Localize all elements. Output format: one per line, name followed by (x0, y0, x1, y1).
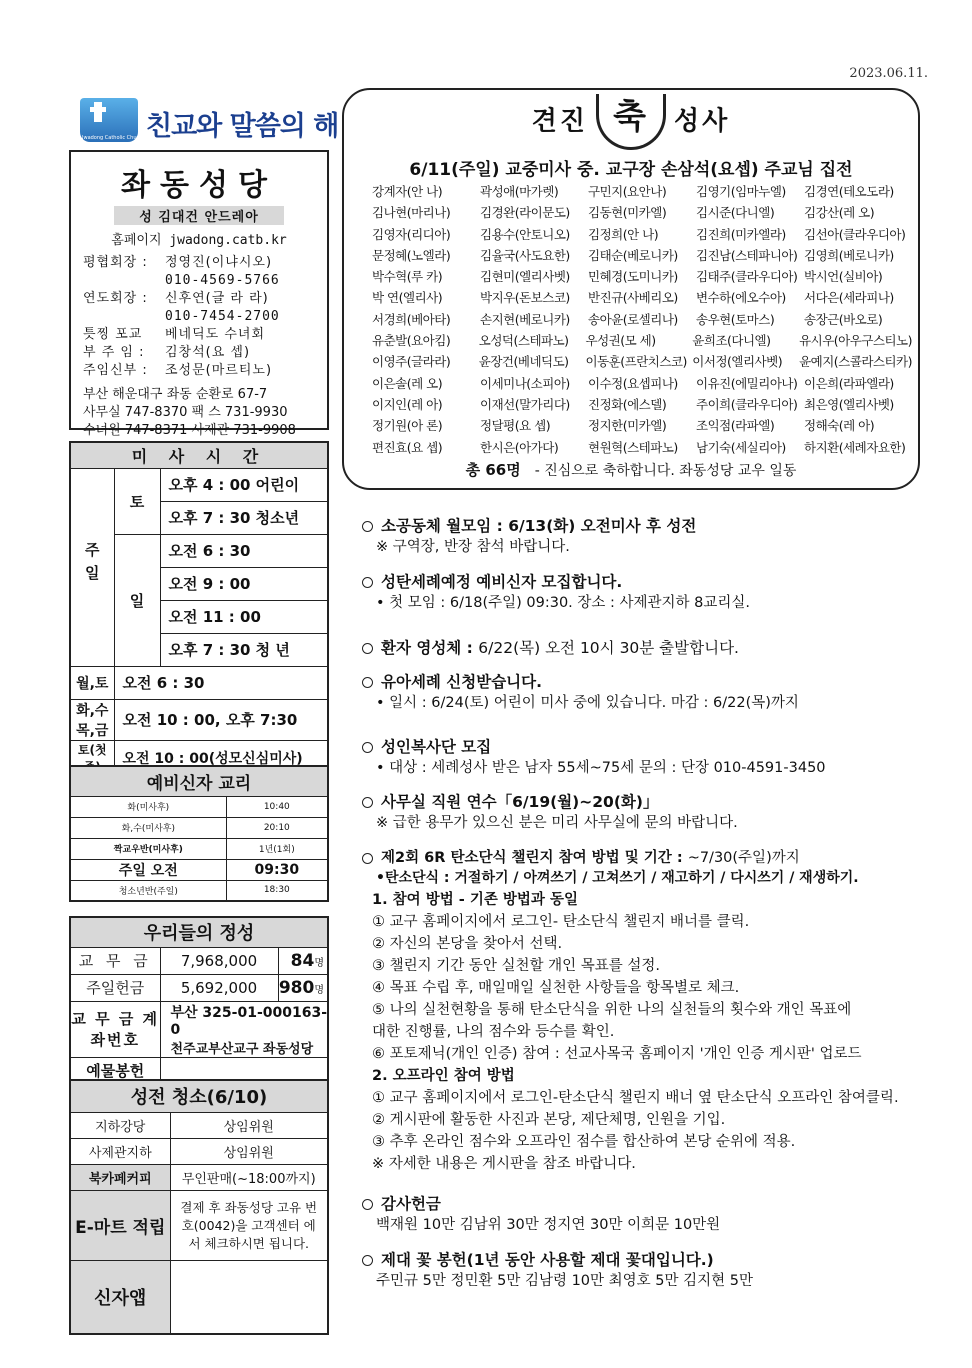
sun-label: 일 (114, 534, 160, 666)
step-item: ③ 챌린지 기간 동안 실천할 개인 목표를 설정. (372, 958, 660, 974)
confirmand-name: 박수혁(루 카) (372, 269, 443, 285)
confirmand-name: 윤희조(다니엘) (692, 333, 771, 349)
confirmand-name: 김태순(베로니카) (588, 247, 678, 263)
circle-bullet-icon (362, 1199, 373, 1210)
names-row (372, 373, 912, 394)
confirmand-name: 김동현(미카엘) (588, 205, 667, 221)
confirmation-names (372, 181, 912, 458)
person-row: 연도회장 : 신후연(글 라 라) (83, 291, 269, 306)
person-row: 부 주 임 : 김창석(요 셉) (83, 345, 251, 360)
confirmand-name: 민혜경(도미니카) (588, 269, 678, 285)
confirmand-name: 하지환(세례자요한) (804, 439, 906, 455)
confirmand-name: 정해숙(레 아) (804, 418, 875, 434)
step-item: ⑥ 포토제닉(개인 인증) 참여 : 선교사목국 홈페이지 '개인 인증 게시판' 업로드 (372, 1046, 862, 1062)
logo (80, 98, 340, 144)
person-row: 주임신부 : 조성문(마르티노) (83, 363, 273, 378)
offering-table (69, 916, 329, 1085)
confirmand-name: 구민지(요안나) (588, 184, 667, 199)
confirmand-name: 유시우(아우구스티노) (799, 333, 912, 349)
flower-label: 예물봉헌 (70, 1057, 160, 1084)
offering-amount: 7,968,000 (160, 947, 278, 974)
confirmand-name: 김진희(미카엘라) (696, 226, 786, 242)
mass-time: 오후 7 : 30 청 년 (160, 633, 328, 666)
step-item: ⑤ 나의 실천현황을 통해 탄소단식을 위한 나의 실천들의 횟수와 개인 목표에 (372, 1002, 852, 1018)
church-logo-icon: Jwadong Catholic Church (80, 98, 138, 142)
cleaning-place: 북카페커피 (70, 1164, 170, 1190)
class-time: 10:40 (226, 796, 328, 817)
homepage: 홈페이지 jwadong.catb.kr (111, 233, 287, 248)
confirmand-name: 윤장건(베네딕도) (478, 354, 569, 370)
names-row (372, 287, 912, 308)
confirmand-name: 조익점(라파엘) (696, 418, 775, 434)
account-info: 부산 325-01-000163-0 천주교부산교구 좌동성당 (160, 1001, 328, 1057)
wreath-icon: 축 (596, 94, 666, 150)
circle-bullet-icon (362, 853, 373, 864)
sat-label: 토 (114, 468, 160, 534)
sunday-label: 주일 (70, 468, 114, 666)
cleaning-team: 상임위원 (170, 1112, 328, 1138)
confirmand-name: 송우현(토마스) (696, 311, 775, 327)
offering-label: 교 무 금 (70, 947, 160, 974)
offering-title: 우리들의 정성 (70, 917, 328, 947)
confirmation-title: 견진 축 성사 (342, 94, 920, 150)
step-item: 대한 진행률, 나의 점수와 등수를 확인. (372, 1024, 615, 1040)
confirmand-name: 김영자(리디아) (372, 226, 451, 242)
patron-saint: 성 김대건 안드레아 (114, 206, 284, 225)
notice-item: 성인복사단 모집 • 대상 : 세례성사 받은 남자 55세~75세 문의 : 단장 010-4591-3450 (362, 735, 922, 779)
names-row (372, 394, 912, 415)
confirmand-name: 박 연(엘리사) (372, 290, 443, 306)
catechumen-title: 예비신자 교리 (70, 766, 328, 796)
names-row (372, 351, 912, 372)
names-row (372, 266, 912, 287)
confirmand-name: 김경완(라이문도) (480, 205, 570, 221)
names-row (372, 415, 912, 436)
weekday-label: 월,토 (70, 666, 114, 699)
confirmand-name: 김용수(안토니오) (480, 226, 570, 242)
confirmand-name: 유춘발(요아킴) (372, 333, 451, 349)
phone: 010-7454-2700 (165, 309, 280, 324)
confirmand-name: 송장근(바오로) (804, 311, 883, 327)
notice-item-carbon: 제2회 6R 탄소단식 챌린지 참여 방법 및 기간 : ~7/30(주일)까지 •탄소단식 : 거절하기 / 아껴쓰기 / 고쳐쓰기 / 재고하기 / 다시쓰기 / 재생하기. 1. 참여 방법 - 기존 방법과 동일 ① 교구 홈페이지에서 로그인- 탄소단식 챌린지 배너를 클릭. ② 자신의 본당을 찾아서 선택. ③ 챌린지 기간 동안 실천할 개인 목표를 설정. ④ 목표 수립 후, 매일매일 실천한 사항들을 항목별로 체크. ⑤ 나의 실천현황을 통해 탄소단식을 위한 나의 실천들의 횟수와 개인 목표에 대한 진행률, 나의 점수와 등수를 확인. ⑥ 포토제닉(개인 인증) 참여 : 선교사목국 홈페이지 '개인 인증 게시판' 업로드 2. 오프라인 참여 방법 ① 교구 홈페이지에서 로그인-탄소단식 챌린지 배너 옆 탄소단식 오프라인 참여클릭. ② 게시판에 활동한 사진과 본당, 제단체명, 인원을 기입. ③ 추후 온라인 점수와 오프라인 점수를 합산하여 본당 순위에 적용. ※ 자세한 내용은 게시판을 참조 바랍니다. (362, 846, 922, 1175)
mass-time: 오전 9 : 00 (160, 567, 328, 600)
circle-bullet-icon (362, 521, 373, 532)
confirmand-name: 한시은(아가다) (480, 439, 559, 455)
confirmand-name: 김진남(스테파니아) (696, 247, 798, 263)
emart-text: 결제 후 좌동성당 고유 번호(0042)을 고객센터 에서 체크하시면 됩니다. (170, 1190, 328, 1260)
weekday-label: 화,수 목,금 (70, 699, 114, 740)
offering-count: 980명 (278, 974, 328, 1001)
parish-name: 좌동성당 (121, 168, 277, 203)
names-row (372, 224, 912, 245)
step-item: ① 교구 홈페이지에서 로그인-탄소단식 챌린지 배너 옆 탄소단식 오프라인 참여클릭. (372, 1090, 899, 1106)
names-row (372, 330, 912, 351)
cleaning-place: 지하강당 (70, 1112, 170, 1138)
mass-time: 오전 6 : 30 (160, 534, 328, 567)
step-item: ③ 추후 온라인 점수와 오프라인 점수를 합산하여 본당 순위에 적용. (372, 1134, 796, 1150)
notice-item: 소공동체 월모임 : 6/13(화) 오전미사 후 성전 ※ 구역장, 반장 참석 바랍니다. (362, 514, 922, 558)
year-theme: 친교와 말씀의 해 (146, 111, 339, 142)
address-block: 부산 해운대구 좌동 순환로 67-7 사무실 747-8370 팩 스 731-9930 수녀원 747-8371 사제관 731-9908 (83, 387, 296, 438)
confirmation-total: 총 66명 - 진심으로 축하합니다. 좌동성당 교우 일동 (465, 461, 797, 479)
mass-time: 오전 11 : 00 (160, 600, 328, 633)
person-row: 틋찡 포교 베네딕도 수녀회 (83, 327, 266, 342)
notice-item: 유아세례 신청받습니다. • 일시 : 6/24(토) 어린이 미사 중에 있습니다. 마감 : 6/22(목)까지 (362, 670, 922, 714)
offering-count: 84명 (278, 947, 328, 974)
weekday-time: 오전 6 : 30 (114, 666, 328, 699)
weekday-time: 오전 10 : 00, 오후 7:30 (114, 699, 328, 740)
circle-bullet-icon (362, 1255, 373, 1266)
confirmand-name: 김정희(안 나) (588, 226, 659, 242)
app-label: 신자앱 (70, 1260, 170, 1334)
confirmation-subtitle: 6/11(주일) 교중미사 중. 교구장 손삼석(요셉) 주교님 집전 (409, 160, 853, 180)
class-time: 20:10 (226, 817, 328, 838)
phone: 010-4569-5766 (165, 273, 280, 288)
catechumen-table (69, 765, 329, 902)
names-row (372, 245, 912, 266)
confirmand-name: 정기원(아 론) (372, 418, 443, 434)
confirmand-name: 반진규(사베리오) (588, 290, 678, 306)
notice-item: 사무실 직원 연수「6/19(월)~20(화)」 ※ 급한 용무가 있으신 분은 미리 사무실에 문의 바랍니다. (362, 790, 922, 834)
notice-item: 감사헌금 백재원 10만 김남위 30만 정지연 30만 이희문 10만원 (362, 1192, 922, 1236)
class-time: 09:30 (226, 859, 328, 880)
step-item: ※ 자세한 내용은 게시판을 참조 바랍니다. (372, 1156, 636, 1172)
confirmand-name: 이유진(에밀리아나) (696, 375, 798, 391)
class-time: 18:30 (226, 880, 328, 901)
confirmand-name: 송아윤(로셀리나) (588, 311, 678, 327)
step-item: ② 자신의 본당을 찾아서 선택. (372, 936, 563, 952)
confirmand-name: 정지한(미카엘) (588, 418, 667, 434)
notice-item: 제대 꽃 봉헌(1년 동안 사용할 제대 꽃대입니다.) 주민규 5만 정민환 5만 김남령 10만 최영호 5만 김지현 5만 (362, 1248, 922, 1292)
class-time: 1년(1회) (226, 838, 328, 859)
confirmand-name: 이수정(요셉피나) (588, 375, 678, 391)
confirmand-name: 강계자(안 나) (372, 184, 443, 199)
offering-label: 주일헌금 (70, 974, 160, 1001)
confirmand-name: 서경희(베아타) (372, 311, 451, 327)
names-row (372, 181, 912, 202)
mass-times-table (69, 441, 329, 777)
confirmand-name: 이은희(라파엘라) (804, 375, 894, 391)
confirmand-name: 우성권(모 세) (585, 333, 656, 349)
confirmand-name: 김나현(마리나) (372, 205, 451, 221)
confirmand-name: 손지현(베로니카) (480, 311, 570, 327)
circle-bullet-icon (362, 577, 373, 588)
date: 2023.06.11. (849, 66, 928, 81)
confirmand-name: 주이희(클라우디아) (696, 396, 798, 412)
cleaning-title: 성전 청소(6/10) (70, 1080, 328, 1112)
confirmand-name: 진정화(에스델) (588, 396, 667, 412)
confirmand-name: 남기숙(세실리아) (696, 439, 786, 455)
mass-title: 미 사 시 간 (70, 442, 328, 468)
confirmand-name: 이세미나(소피아) (480, 375, 570, 391)
confirmand-name: 이은솔(레 오) (372, 375, 443, 391)
circle-bullet-icon (362, 742, 373, 753)
notice-item: 환자 영성체 : 6/22(목) 오전 10시 30분 출발합니다. (362, 636, 922, 658)
confirmand-name: 김태주(클라우디아) (696, 269, 798, 285)
confirmand-name: 문정혜(노엘라) (372, 247, 451, 263)
confirmand-name: 서다은(세라피나) (804, 290, 894, 306)
step-item: ④ 목표 수립 후, 매일매일 실천한 사항들을 항목별로 체크. (372, 980, 740, 996)
names-row (372, 309, 912, 330)
confirmand-name: 편진효(요 셉) (372, 439, 443, 455)
weekday-time: 오전 10 : 00(성모신심미사) (114, 740, 328, 776)
mass-time: 오후 4 : 00 어린이 (160, 468, 328, 501)
weekday-label: 토(첫 (70, 740, 114, 776)
confirmand-name: 김경연(테오도라) (804, 184, 894, 199)
circle-bullet-icon (362, 643, 373, 654)
notice-item: 성탄세례예정 예비신자 모집합니다. • 첫 모임 : 6/18(주일) 09:30. 장소 : 사제관지하 8교리실. (362, 570, 922, 614)
class-name: 화(미사후) (70, 796, 226, 817)
class-name: 청소년반(주일) (70, 880, 226, 901)
confirmand-name: 이지인(레 아) (372, 396, 443, 412)
emart-label: E-마트 적립 (70, 1190, 170, 1260)
cleaning-table (69, 1079, 329, 1335)
class-name: 주일 오전 (70, 859, 226, 880)
confirmand-name: 변수하(에오수아) (696, 290, 786, 306)
circle-bullet-icon (362, 677, 373, 688)
confirmand-name: 최은영(엘리사벳) (804, 396, 894, 412)
mass-time: 오후 7 : 30 청소년 (160, 501, 328, 534)
confirmand-name: 김강산(레 오) (804, 205, 875, 221)
class-name: 화,수(미사후) (70, 817, 226, 838)
confirmand-name: 김율국(사도요한) (480, 247, 570, 263)
parish-info (69, 150, 329, 438)
names-row (372, 202, 912, 223)
step-item: ② 게시판에 활동한 사진과 본당, 제단체명, 인원을 기입. (372, 1112, 726, 1128)
confirmand-name: 이동훈(프란치스코) (585, 354, 687, 370)
confirmand-name: 현원혁(스테파노) (588, 439, 678, 455)
confirmand-name: 박지우(돈보스코) (480, 290, 570, 306)
confirmand-name: 곽성애(마가렛) (480, 184, 559, 199)
confirmand-name: 김영희(베로니카) (804, 247, 894, 263)
cleaning-team: 상임위원 (170, 1138, 328, 1164)
confirmand-name: 오성덕(스테파노) (478, 333, 569, 349)
confirmand-name: 이재선(말가리다) (480, 396, 570, 412)
circle-bullet-icon (362, 797, 373, 808)
confirmand-name: 김영기(임마누엘) (696, 184, 786, 199)
confirmand-name: 이서정(엘리사벳) (692, 354, 783, 370)
account-label: 교 무 금 계좌번호 (70, 1001, 160, 1057)
confirmand-name: 이영주(글라라) (372, 354, 451, 370)
confirmand-name: 김선아(클라우디아) (804, 226, 906, 242)
cleaning-team: 무인판매(~18:00까지) (170, 1164, 328, 1190)
confirmand-name: 정달평(요 셉) (480, 418, 551, 434)
confirmand-name: 박시언(실비아) (804, 269, 883, 285)
cleaning-place: 사제관지하 (70, 1138, 170, 1164)
step-item: ① 교구 홈페이지에서 로그인- 탄소단식 챌린지 배너를 클릭. (372, 914, 750, 930)
names-row (372, 437, 912, 458)
person-row: 평협회장 : 정영진(이냐시오) (83, 255, 273, 270)
offering-amount: 5,692,000 (160, 974, 278, 1001)
confirmand-name: 김현미(엘리사벳) (480, 269, 570, 285)
class-name: 짝교우반(미사후) (70, 838, 226, 859)
confirmand-name: 윤예지(스콜라스티카) (799, 354, 912, 370)
confirmand-name: 김시준(다니엘) (696, 205, 775, 221)
